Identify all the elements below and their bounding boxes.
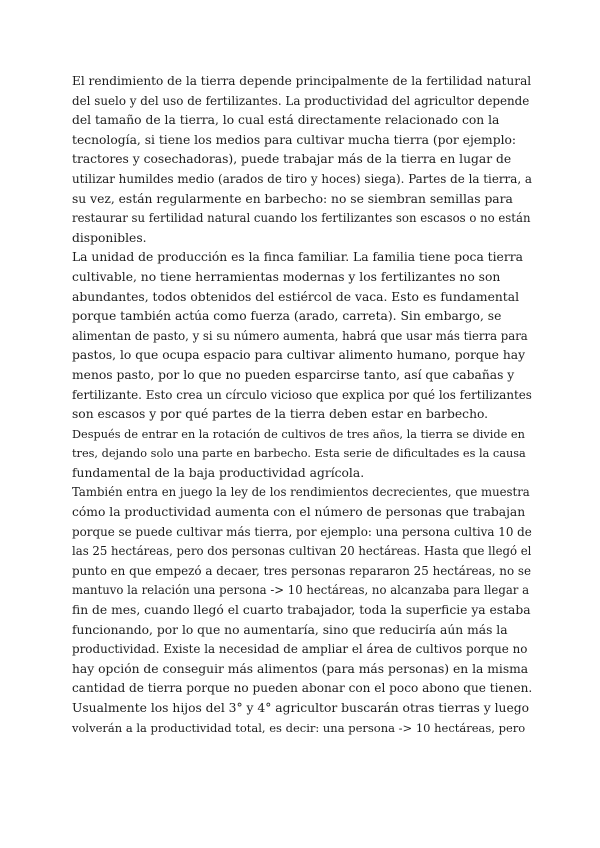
text-line: volverán a la productividad total, es decir: una persona -> 10 hectáreas, pero xyxy=(72,720,526,735)
text-line: cultivable, no tiene herramientas modernas y los fertilizantes no son xyxy=(72,269,501,284)
text-line: disponibles. xyxy=(72,230,147,245)
text-line: porque también actúa como fuerza (arado, carreta). Sin embargo, se xyxy=(72,309,502,324)
text-line: productividad. Existe la necesidad de ampliar el área de cultivos porque no xyxy=(72,642,528,657)
text-line: tractores y cosechadoras), puede trabajar más de la tierra en lugar de xyxy=(72,152,512,167)
text-line: cantidad de tierra porque no pueden abonar con el poco abono que tienen. xyxy=(72,681,533,696)
text-line: porque se puede cultivar más tierra, por ejemplo: una persona cultiva 10 de xyxy=(72,524,532,539)
text-line: alimentan de pasto, y si su número aumenta, habrá que usar más tierra para xyxy=(72,328,528,343)
text-line: abundantes, todos obtenidos del estiércol de vaca. Esto es fundamental xyxy=(72,289,519,304)
text-line: punto en que empezó a decaer, tres personas repararon 25 hectáreas, no se xyxy=(72,563,532,578)
text-line: pastos, lo que ocupa espacio para cultivar alimento humano, porque hay xyxy=(72,348,526,363)
text-line: cómo la productividad aumenta con el número de personas que trabajan xyxy=(72,505,526,520)
text-line: La unidad de producción es la finca familiar. La familia tiene poca tierra xyxy=(72,250,523,265)
text-line: menos pasto, por lo que no pueden esparcirse tanto, así que cabañas y xyxy=(72,367,515,382)
text-line: del suelo y del uso de fertilizantes. La productividad del agricultor depende xyxy=(72,93,530,108)
text-line: las 25 hectáreas, pero dos personas cultivan 20 hectáreas. Hasta que llegó el xyxy=(72,544,532,559)
text-line: tecnología, si tiene los medios para cultivar mucha tierra (por ejemplo: xyxy=(72,132,517,147)
text-line: su vez, están regularmente en barbecho: no se siembran semillas para xyxy=(72,191,513,206)
text-line: restaurar su fertilidad natural cuando los fertilizantes son escasos o no están xyxy=(72,211,531,226)
text-line: fin de mes, cuando llegó el cuarto trabajador, toda la superficie ya estaba xyxy=(72,603,531,618)
text-line: fertilizante. Esto crea un círculo vicioso que explica por qué los fertilizantes xyxy=(72,387,532,402)
text-line: funcionando, por lo que no aumentaría, sino que reduciría aún más la xyxy=(72,622,508,637)
text-line: hay opción de conseguir más alimentos (para más personas) en la misma xyxy=(72,661,529,676)
text-line: tres, dejando solo una parte en barbecho. Esta serie de dificultades es la causa xyxy=(72,447,526,461)
text-line: También entra en juego la ley de los rendimientos decrecientes, que muestra xyxy=(72,485,530,500)
text-line: fundamental de la baja productividad agrícola. xyxy=(72,465,365,480)
text-line: Usualmente los hijos del 3° y 4° agricultor buscarán otras tierras y luego xyxy=(72,701,530,715)
text-line: utilizar humildes medio (arados de tiro y hoces) siega). Partes de la tierra, a xyxy=(72,171,532,186)
text-line: mantuvo la relación una persona -> 10 hectáreas, no alcanzaba para llegar a xyxy=(72,583,530,598)
text-line: Después de entrar en la rotación de cultivos de tres años, la tierra se divide en xyxy=(72,427,525,441)
text-line: El rendimiento de la tierra depende principalmente de la fertilidad natural xyxy=(72,74,532,88)
document-body xyxy=(72,72,532,738)
text-line: son escasos y por qué partes de la tierra deben estar en barbecho. xyxy=(72,407,489,422)
text-line: del tamaño de la tierra, lo cual está directamente relacionado con la xyxy=(72,113,500,128)
